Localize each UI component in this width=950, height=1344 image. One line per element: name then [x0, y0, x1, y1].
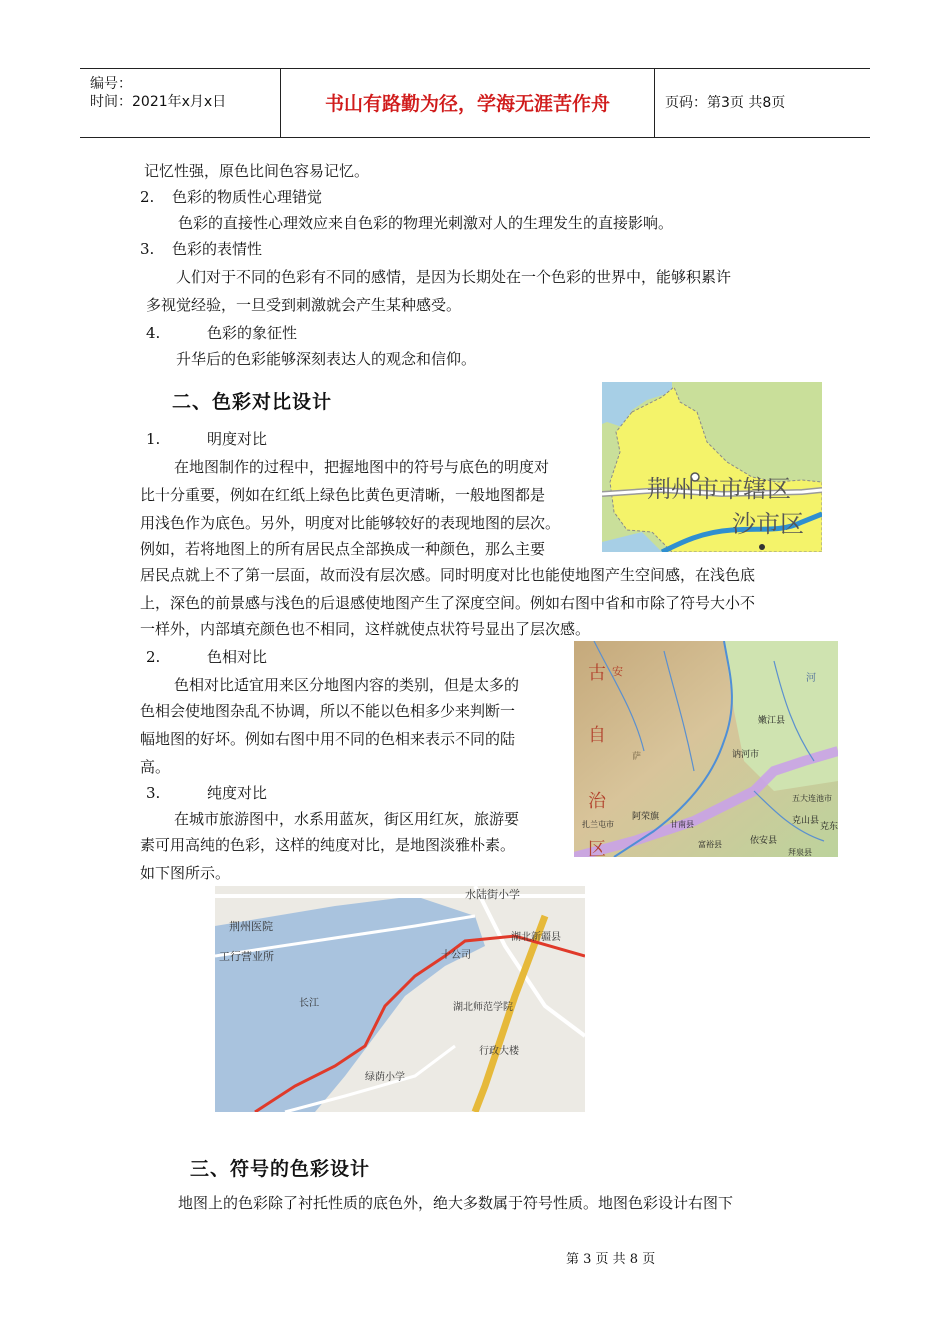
- list-title: 色相对比: [207, 648, 268, 666]
- section-heading: 三、符号的色彩设计: [190, 1158, 371, 1180]
- body-line: 在城市旅游图中，水系用蓝灰，街区用红灰，旅游要: [174, 810, 520, 828]
- map-poi-label: 十公司: [441, 950, 471, 961]
- body-line: 上，深色的前景感与浅色的后退感使地图产生了深度空间。例如右图中省和市除了符号大小不: [140, 594, 756, 612]
- body-line: 色彩的直接性心理效应来自色彩的物理光刺激对人的生理发生的直接影响。: [178, 214, 674, 232]
- map-city-tourist: [215, 886, 585, 1112]
- map-region-label: 古: [588, 663, 606, 684]
- body-line: 多视觉经验，一旦受到刺激就会产生某种感受。: [146, 296, 462, 314]
- map-place-label: 拜泉县: [788, 848, 812, 857]
- list-number: 4.: [146, 324, 161, 342]
- list-number: 1.: [146, 430, 161, 448]
- body-line: 在地图制作的过程中，把握地图中的符号与底色的明度对: [174, 458, 550, 476]
- map-poi-label: 长江: [299, 998, 319, 1009]
- map-poi-label: 行政大楼: [479, 1046, 519, 1057]
- map-region-label: 区: [588, 839, 606, 857]
- list-number: 2.: [140, 188, 155, 206]
- body-line: 比十分重要，例如在红纸上绿色比黄色更清晰，一般地图都是: [140, 486, 546, 504]
- document-header: [80, 68, 870, 138]
- body-line: 素可用高纯的色彩，这样的纯度对比，是地图淡雅朴素。: [140, 836, 516, 854]
- map-place-label: 克东: [820, 822, 838, 832]
- map-place-label: 甘南县: [670, 820, 694, 829]
- body-line: 如下图所示。: [140, 864, 231, 882]
- list-title: 色彩的象征性: [207, 324, 298, 342]
- doc-number-label: 编号：: [90, 76, 132, 92]
- body-line: 居民点就上不了第一层面，故而没有层次感。同时明度对比也能使地图产生空间感，在浅色底: [140, 566, 756, 584]
- map-region-label: 自: [588, 725, 606, 746]
- list-number: 3.: [140, 240, 155, 258]
- map-place-label: 河: [806, 673, 816, 684]
- list-title: 色彩的物质性心理错觉: [172, 188, 323, 206]
- doc-time-label: 时间：2021年x月x日: [90, 94, 227, 110]
- map-place-label: 依安县: [750, 836, 778, 846]
- map-poi-label: 水陆街小学: [465, 888, 520, 901]
- body-line: 地图上的色彩除了衬托性质的底色外，绝大多数属于符号性质。地图色彩设计右图下: [178, 1194, 734, 1212]
- list-title: 明度对比: [207, 430, 268, 448]
- body-line: 色相会使地图杂乱不协调，所以不能以色相多少来判断一: [140, 702, 516, 720]
- header-meta: [80, 69, 280, 137]
- map-place-label: 嫩江县: [758, 716, 786, 726]
- city-marker-icon: [759, 544, 765, 550]
- list-title: 色彩的表情性: [172, 240, 263, 258]
- list-title: 纯度对比: [207, 784, 268, 802]
- map-heilongjiang: [574, 641, 838, 857]
- body-line: 高。: [140, 758, 171, 776]
- map-place-label: 克山县: [792, 816, 820, 826]
- map-region-label: 安: [612, 665, 623, 678]
- body-line: 一样外，内部填充颜色也不相同，这样就使点状符号显出了层次感。: [140, 620, 591, 638]
- body-line: 幅地图的好坏。例如右图中用不同的色相来表示不同的陆: [140, 730, 516, 748]
- body-line: 人们对于不同的色彩有不同的感情，是因为长期处在一个色彩的世界中，能够积累许: [176, 268, 732, 286]
- map-poi-label: 工行营业所: [219, 950, 274, 963]
- page-footer: 第 3 页 共 8 页: [566, 1252, 656, 1267]
- list-number: 3.: [146, 784, 161, 802]
- map-jingzhou: [602, 382, 822, 552]
- map-place-label: 阿荣旗: [632, 812, 660, 822]
- map-place-label: 萨: [632, 752, 642, 762]
- body-line: 例如，若将地图上的所有居民点全部换成一种颜色，那么主要: [140, 540, 546, 558]
- map-place-label: 富裕县: [698, 840, 722, 849]
- map-place-label: 五大连池市: [792, 794, 832, 803]
- map-region-label: 治: [588, 791, 606, 812]
- body-line: 记忆性强，原色比间色容易记忆。: [144, 162, 370, 180]
- body-line: 用浅色作为底色。另外，明度对比能够较好的表现地图的层次。: [140, 514, 561, 532]
- map-place-label: 讷河市: [732, 750, 760, 760]
- map-poi-label: 绿荫小学: [365, 1072, 405, 1083]
- map-poi-label: 荆州医院: [229, 920, 273, 933]
- map-poi-label: 湖北师范学院: [453, 1002, 513, 1013]
- header-page-code: 页码：第3页 共8页: [665, 95, 786, 111]
- list-number: 2.: [146, 648, 161, 666]
- section-heading: 二、色彩对比设计: [172, 391, 333, 413]
- map-place-label: 扎兰屯市: [582, 820, 614, 829]
- header-motto: 书山有路勤为径，学海无涯苦作舟: [280, 69, 655, 137]
- map-poi-label: 湖北新疆县: [511, 932, 561, 943]
- body-line: 升华后的色彩能够深刻表达人的观念和信仰。: [176, 350, 477, 368]
- map-label: 沙市区: [732, 510, 804, 538]
- map-label: 荆州市市辖区: [647, 475, 791, 503]
- body-line: 色相对比适宜用来区分地图内容的类别，但是太多的: [174, 676, 520, 694]
